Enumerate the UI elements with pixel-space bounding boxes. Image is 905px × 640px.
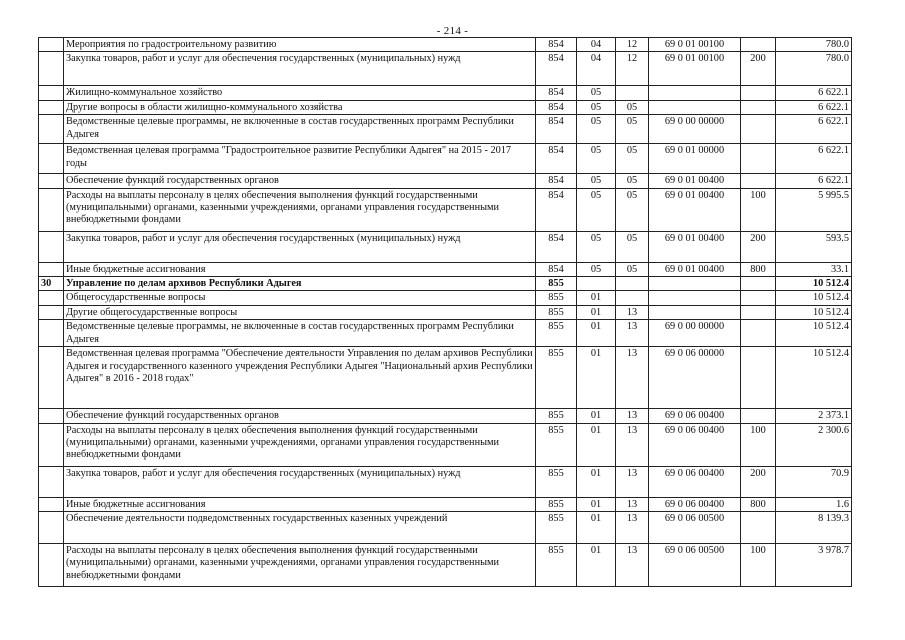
row-name: Расходы на выплаты персоналу в целях обеспечения выполнения функций государственными (муниципальными) органами, казенными учреждениями, органами управления государственными внебюджетными фондами [64,423,536,466]
row-name: Другие общегосударственные вопросы [64,305,536,319]
row-ministry-code: 854 [536,262,577,276]
row-subsection [616,86,649,100]
table-row [39,305,852,319]
row-number [39,347,64,409]
row-expense-type [741,38,776,52]
row-section: 05 [577,174,616,188]
row-name: Закупка товаров, работ и услуг для обеспечения государственных (муниципальных) нужд [64,466,536,497]
row-number [39,174,64,188]
row-subsection: 13 [616,544,649,587]
row-name: Ведомственные целевые программы, не включенные в состав государственных программ Республики Адыгея [64,115,536,144]
row-number [39,423,64,466]
row-target-article [649,100,741,114]
row-amount: 10 512.4 [776,277,852,291]
row-name: Обеспечение функций государственных органов [64,409,536,423]
table-row [39,86,852,100]
table-row [39,497,852,511]
row-name: Управление по делам архивов Республики Адыгея [64,277,536,291]
table-row [39,423,852,466]
table-row [39,188,852,231]
row-amount: 6 622.1 [776,174,852,188]
row-ministry-code: 854 [536,38,577,52]
table-row [39,277,852,291]
row-subsection: 12 [616,38,649,52]
row-target-article: 69 0 01 00400 [649,231,741,262]
table-row [39,544,852,587]
row-amount: 5 995.5 [776,188,852,231]
row-section: 01 [577,409,616,423]
row-number [39,497,64,511]
row-amount: 1.6 [776,497,852,511]
budget-table-body [39,38,852,587]
table-row [39,231,852,262]
row-ministry-code: 855 [536,409,577,423]
row-section [577,277,616,291]
row-number [39,231,64,262]
row-ministry-code: 855 [536,320,577,347]
row-subsection [616,277,649,291]
row-number [39,262,64,276]
row-target-article [649,277,741,291]
row-amount: 3 978.7 [776,544,852,587]
row-expense-type [741,305,776,319]
row-subsection: 05 [616,174,649,188]
row-number [39,188,64,231]
row-number [39,100,64,114]
row-ministry-code: 854 [536,188,577,231]
row-target-article: 69 0 06 00500 [649,544,741,587]
row-ministry-code: 855 [536,497,577,511]
row-expense-type: 200 [741,466,776,497]
row-expense-type [741,320,776,347]
row-number [39,320,64,347]
row-subsection [616,291,649,305]
row-ministry-code: 855 [536,423,577,466]
row-expense-type [741,174,776,188]
table-row [39,320,852,347]
row-section: 05 [577,86,616,100]
row-name: Закупка товаров, работ и услуг для обеспечения государственных (муниципальных) нужд [64,231,536,262]
row-subsection: 13 [616,423,649,466]
row-amount: 6 622.1 [776,144,852,174]
table-row [39,347,852,409]
row-target-article [649,305,741,319]
table-row [39,174,852,188]
row-ministry-code: 855 [536,347,577,409]
row-section: 05 [577,262,616,276]
row-section: 05 [577,144,616,174]
row-name: Другие вопросы в области жилищно-коммунального хозяйства [64,100,536,114]
row-number [39,544,64,587]
row-expense-type [741,100,776,114]
row-amount: 10 512.4 [776,291,852,305]
row-target-article [649,86,741,100]
row-name: Обеспечение функций государственных органов [64,174,536,188]
row-amount: 6 622.1 [776,86,852,100]
row-amount: 10 512.4 [776,305,852,319]
row-ministry-code: 855 [536,291,577,305]
row-ministry-code: 854 [536,100,577,114]
row-ministry-code: 855 [536,466,577,497]
row-ministry-code: 855 [536,277,577,291]
row-amount: 780.0 [776,52,852,86]
row-section: 01 [577,320,616,347]
row-ministry-code: 855 [536,544,577,587]
row-target-article: 69 0 06 00400 [649,497,741,511]
table-row [39,409,852,423]
table-row [39,262,852,276]
row-number [39,466,64,497]
row-section: 01 [577,497,616,511]
row-target-article: 69 0 06 00400 [649,423,741,466]
row-subsection: 05 [616,144,649,174]
table-row [39,115,852,144]
row-target-article: 69 0 01 00400 [649,188,741,231]
row-section: 01 [577,544,616,587]
row-number [39,115,64,144]
row-number [39,512,64,544]
table-row [39,144,852,174]
row-ministry-code: 854 [536,174,577,188]
row-target-article: 69 0 01 00100 [649,38,741,52]
row-target-article: 69 0 01 00100 [649,52,741,86]
table-row [39,38,852,52]
row-expense-type [741,512,776,544]
row-expense-type [741,277,776,291]
row-subsection: 05 [616,115,649,144]
row-section: 04 [577,38,616,52]
row-name: Ведомственные целевые программы, не включенные в состав государственных программ Республики Адыгея [64,320,536,347]
row-section: 01 [577,423,616,466]
row-expense-type [741,115,776,144]
row-number [39,86,64,100]
table-row [39,100,852,114]
row-subsection: 05 [616,231,649,262]
row-subsection: 13 [616,305,649,319]
row-target-article: 69 0 01 00400 [649,174,741,188]
row-amount: 593.5 [776,231,852,262]
row-name: Расходы на выплаты персоналу в целях обеспечения выполнения функций государственными (муниципальными) органами, казенными учреждениями, органами управления государственными внебюджетными фондами [64,188,536,231]
row-amount: 2 373.1 [776,409,852,423]
row-section: 05 [577,231,616,262]
row-ministry-code: 855 [536,512,577,544]
row-section: 05 [577,115,616,144]
row-amount: 2 300.6 [776,423,852,466]
row-target-article [649,291,741,305]
row-name: Иные бюджетные ассигнования [64,497,536,511]
row-target-article: 69 0 06 00000 [649,347,741,409]
row-target-article: 69 0 01 00000 [649,144,741,174]
row-name: Обеспечение деятельности подведомственных государственных казенных учреждений [64,512,536,544]
table-row [39,466,852,497]
row-number: 30 [39,277,64,291]
row-section: 01 [577,305,616,319]
row-amount: 33.1 [776,262,852,276]
row-name: Закупка товаров, работ и услуг для обеспечения государственных (муниципальных) нужд [64,52,536,86]
row-expense-type [741,144,776,174]
row-target-article: 69 0 06 00400 [649,466,741,497]
row-ministry-code: 854 [536,231,577,262]
table-row [39,512,852,544]
table-row [39,52,852,86]
row-section: 01 [577,466,616,497]
row-number [39,144,64,174]
row-subsection: 13 [616,466,649,497]
row-expense-type [741,291,776,305]
row-section: 05 [577,188,616,231]
row-amount: 6 622.1 [776,100,852,114]
row-name: Расходы на выплаты персоналу в целях обеспечения выполнения функций государственными (муниципальными) органами, казенными учреждениями, органами управления государственными внебюджетными фондами [64,544,536,587]
row-ministry-code: 854 [536,52,577,86]
row-expense-type [741,409,776,423]
row-subsection: 12 [616,52,649,86]
row-number [39,291,64,305]
row-amount: 8 139.3 [776,512,852,544]
row-expense-type: 800 [741,497,776,511]
row-expense-type: 800 [741,262,776,276]
page-number: - 214 - [436,25,469,37]
row-amount: 6 622.1 [776,115,852,144]
row-section: 04 [577,52,616,86]
row-target-article: 69 0 00 00000 [649,320,741,347]
row-target-article: 69 0 06 00500 [649,512,741,544]
row-target-article: 69 0 06 00400 [649,409,741,423]
budget-table [38,37,852,587]
row-ministry-code: 854 [536,86,577,100]
row-expense-type: 200 [741,52,776,86]
row-section: 01 [577,347,616,409]
row-ministry-code: 854 [536,144,577,174]
row-section: 01 [577,291,616,305]
row-subsection: 13 [616,512,649,544]
row-target-article: 69 0 01 00400 [649,262,741,276]
row-amount: 70.9 [776,466,852,497]
row-expense-type: 100 [741,423,776,466]
row-subsection: 05 [616,188,649,231]
row-subsection: 13 [616,409,649,423]
row-name: Ведомственная целевая программа "Градостроительное развитие Республики Адыгея" на 2015 - 2017 годы [64,144,536,174]
row-name: Мероприятия по градостроительному развитию [64,38,536,52]
row-ministry-code: 854 [536,115,577,144]
row-expense-type [741,347,776,409]
table-row [39,291,852,305]
row-expense-type: 100 [741,544,776,587]
row-target-article: 69 0 00 00000 [649,115,741,144]
row-ministry-code: 855 [536,305,577,319]
row-subsection: 13 [616,320,649,347]
row-amount: 780.0 [776,38,852,52]
row-amount: 10 512.4 [776,320,852,347]
row-amount: 10 512.4 [776,347,852,409]
row-section: 01 [577,512,616,544]
row-number [39,305,64,319]
row-name: Ведомственная целевая программа "Обеспечение деятельности Управления по делам архивов Республики Адыгея и государственного казенного учреждения Республики Адыгея "Национальный архив Республики Адыгея" в 2016 - 2018 годах" [64,347,536,409]
row-subsection: 13 [616,497,649,511]
row-expense-type: 200 [741,231,776,262]
row-name: Жилищно-коммунальное хозяйство [64,86,536,100]
row-expense-type: 100 [741,188,776,231]
row-number [39,409,64,423]
row-number [39,52,64,86]
row-subsection: 13 [616,347,649,409]
row-subsection: 05 [616,100,649,114]
row-expense-type [741,86,776,100]
row-name: Иные бюджетные ассигнования [64,262,536,276]
row-subsection: 05 [616,262,649,276]
row-number [39,38,64,52]
row-name: Общегосударственные вопросы [64,291,536,305]
row-section: 05 [577,100,616,114]
